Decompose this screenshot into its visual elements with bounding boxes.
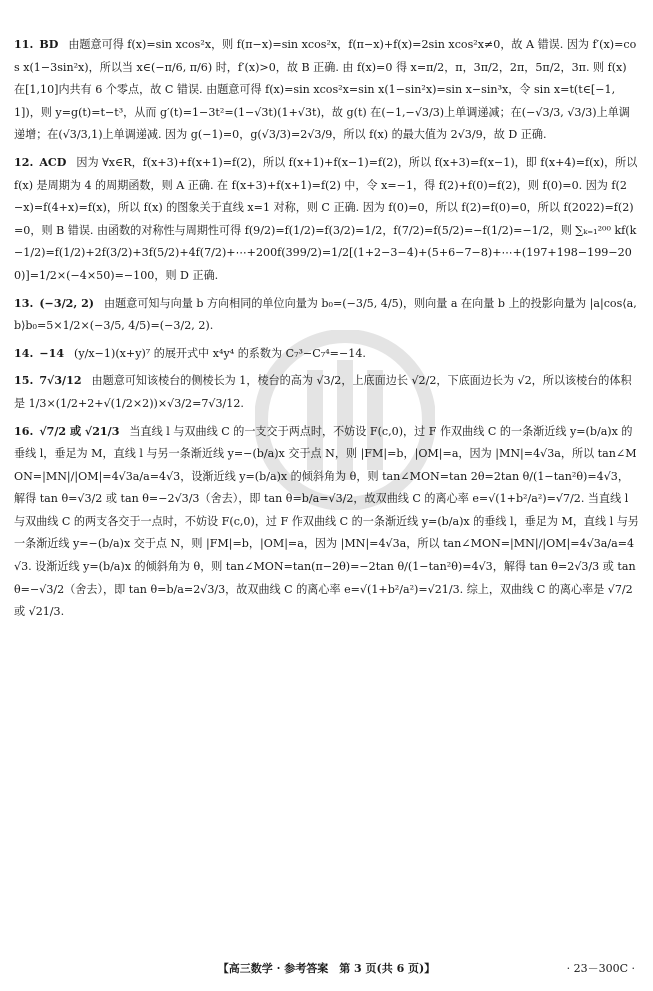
question-number: 11. — [14, 38, 34, 51]
answer: BD — [39, 38, 59, 51]
solution-text: (y/x−1)(x+y)⁷ 的展开式中 x⁴y⁴ 的系数为 C₇³−C₇⁴=−14. — [74, 346, 366, 360]
solution-14 — [14, 343, 639, 366]
solution-13 — [14, 293, 639, 338]
solution-text: 因为 ∀x∈R，f(x+3)+f(x+1)=f(2)，所以 f(x+1)+f(x−1)=f(2)，所以 f(x+3)=f(x−1)，即 f(x+4)=f(x)，所以 f(x) 是周期为 4 的周期函数，则 A 正确. 在 f(x+3)+f(x+1)=f(2) 中，令 x=−1，得 f(2)+f(0)=f(2)，则 f(0)=0. 因为 f(2−x)=f(4+x)=f(x)，所以 f(x) 的图象关于直线 x=1 对称，则 C 正确. 因为 f(0)=0，所以 f(2)=f(0)=0，所以 f(2022)=f(2)=0，则 B 错误. 由函数的对称性与周期性可得 f(9/2)=f(1/2)=f(3/2)=1/2，f(7/2)=f(5/2)=−f(1/2)=−1/2，则 ∑ₖ₌₁²⁰⁰ kf(k−1/2)=f(1/2)+2f(3/2)+3f(5/2)+4f(7/2)+⋯+200f(399/2)=1/2[(1+2−3−4)+(5+6−7−8)+⋯+(197+198−199−200)]=1/2×(−4×50)=−100，则 D 正确. — [14, 155, 638, 282]
question-number: 16. — [14, 424, 34, 438]
answer: (−3/2, 2) — [39, 296, 95, 310]
solution-12 — [14, 152, 639, 288]
solutions-content — [14, 34, 639, 629]
answer: −14 — [39, 346, 65, 360]
solution-text: 由题意可知该棱台的侧棱长为 1，棱台的高为 √3/2，上底面边长 √2/2，下底面边长为 √2，所以该棱台的体积是 1/3×(1/2+2+√(1/2×2))×√3/2=7√3/12. — [14, 374, 632, 410]
solution-text: 由题意可知与向量 b 方向相同的单位向量为 b₀=(−3/5, 4/5)，则向量 a 在向量 b 上的投影向量为 |a|cos⟨a,b⟩b₀=5×1/2×(−3/5, 4/5)=(−3/2, 2). — [14, 296, 637, 333]
solution-11 — [14, 34, 639, 147]
answer: √7/2 或 √21/3 — [39, 424, 120, 438]
question-number: 13. — [14, 296, 34, 310]
footer-title: 【高三数学 · 参考答案 第 3 页(共 6 页)】 — [217, 962, 436, 975]
answer: 7√3/12 — [39, 374, 82, 388]
solution-text: 当直线 l 与双曲线 C 的一支交于两点时，不妨设 F(c,0)，过 F 作双曲线 C 的一条渐近线 y=(b/a)x 的垂线 l，垂足为 M，直线 l 与另一条渐近线 y=−(b/a)x 交于点 N，则 |FM|=b，|OM|=a，因为 |MN|=4√3a，所以 tan∠MON=|MN|/|OM|=4√3a/a=4√3，设渐近线 y=(b/a)x 的倾斜角为 θ，则 tan∠MON=tan 2θ=2tan θ/(1−tan²θ)=4√3，解得 tan θ=√3/2 或 tan θ=−2√3/3（舍去），即 tan θ=b/a=√3/2，故双曲线 C 的离心率 e=√(1+b²/a²)=√7/2. 当直线 l 与双曲线 C 的两支各交于一点时，不妨设 F(c,0)，过 F 作双曲线 C 的一条渐近线 y=(b/a)x 的垂线 l，垂足为 M，直线 l 与另一条渐近线 y=−(b/a)x 交于点 N，则 |FM|=b，|OM|=a，因为 |MN|=4√3a，所以 tan∠MON=|MN|/|OM|=4√3a/a=4√3. 设渐近线 y=(b/a)x 的倾斜角为 θ，则 tan∠MON=tan(π−2θ)=−2tan θ/(1−tan²θ)=4√3，解得 tan θ=2√3/3 或 tan θ=−√3/2（舍去），即 tan θ=b/a=2√3/3，故双曲线 C 的离心率 e=√(1+b²/a²)=√21/3. 综上，双曲线 C 的离心率是 √7/2 或 √21/3. — [14, 424, 639, 619]
question-number: 14. — [14, 346, 34, 360]
footer-code: · 23－300C · — [566, 962, 635, 975]
solution-text: 由题意可得 f(x)=sin xcos²x，则 f(π−x)=sin xcos²x，f(π−x)+f(x)=2sin xcos²x≠0，故 A 错误. 因为 f′(x)=cos x(1−3sin²x)，所以当 x∈(−π/6, π/6) 时，f′(x)>0，故 B 正确. 由 f(x)=0 得 x=π/2，π，3π/2，2π，5π/2，3π. 则 f(x) 在[1,10]内共有 6 个零点，故 C 错误. 由题意可得 f(x)=sin xcos²x=sin x(1−sin²x)=sin x−sin³x，令 sin x=t(t∈[−1,1])，则 y=g(t)=t−t³，从而 g′(t)=1−3t²=(1−√3t)(1+√3t)，故 g(t) 在(−1,−√3/3)上单调递减；在(−√3/3, √3/3)上单调递增；在(√3/3,1)上单调递减. 因为 g(−1)=0，g(√3/3)=2√3/9，所以 f(x) 的最大值为 2√3/9，故 D 正确. — [14, 38, 637, 142]
solution-16 — [14, 421, 639, 624]
question-number: 15. — [14, 374, 34, 388]
answer: ACD — [39, 155, 67, 169]
page-footer — [0, 960, 653, 980]
question-number: 12. — [14, 155, 34, 169]
solution-15 — [14, 370, 639, 415]
